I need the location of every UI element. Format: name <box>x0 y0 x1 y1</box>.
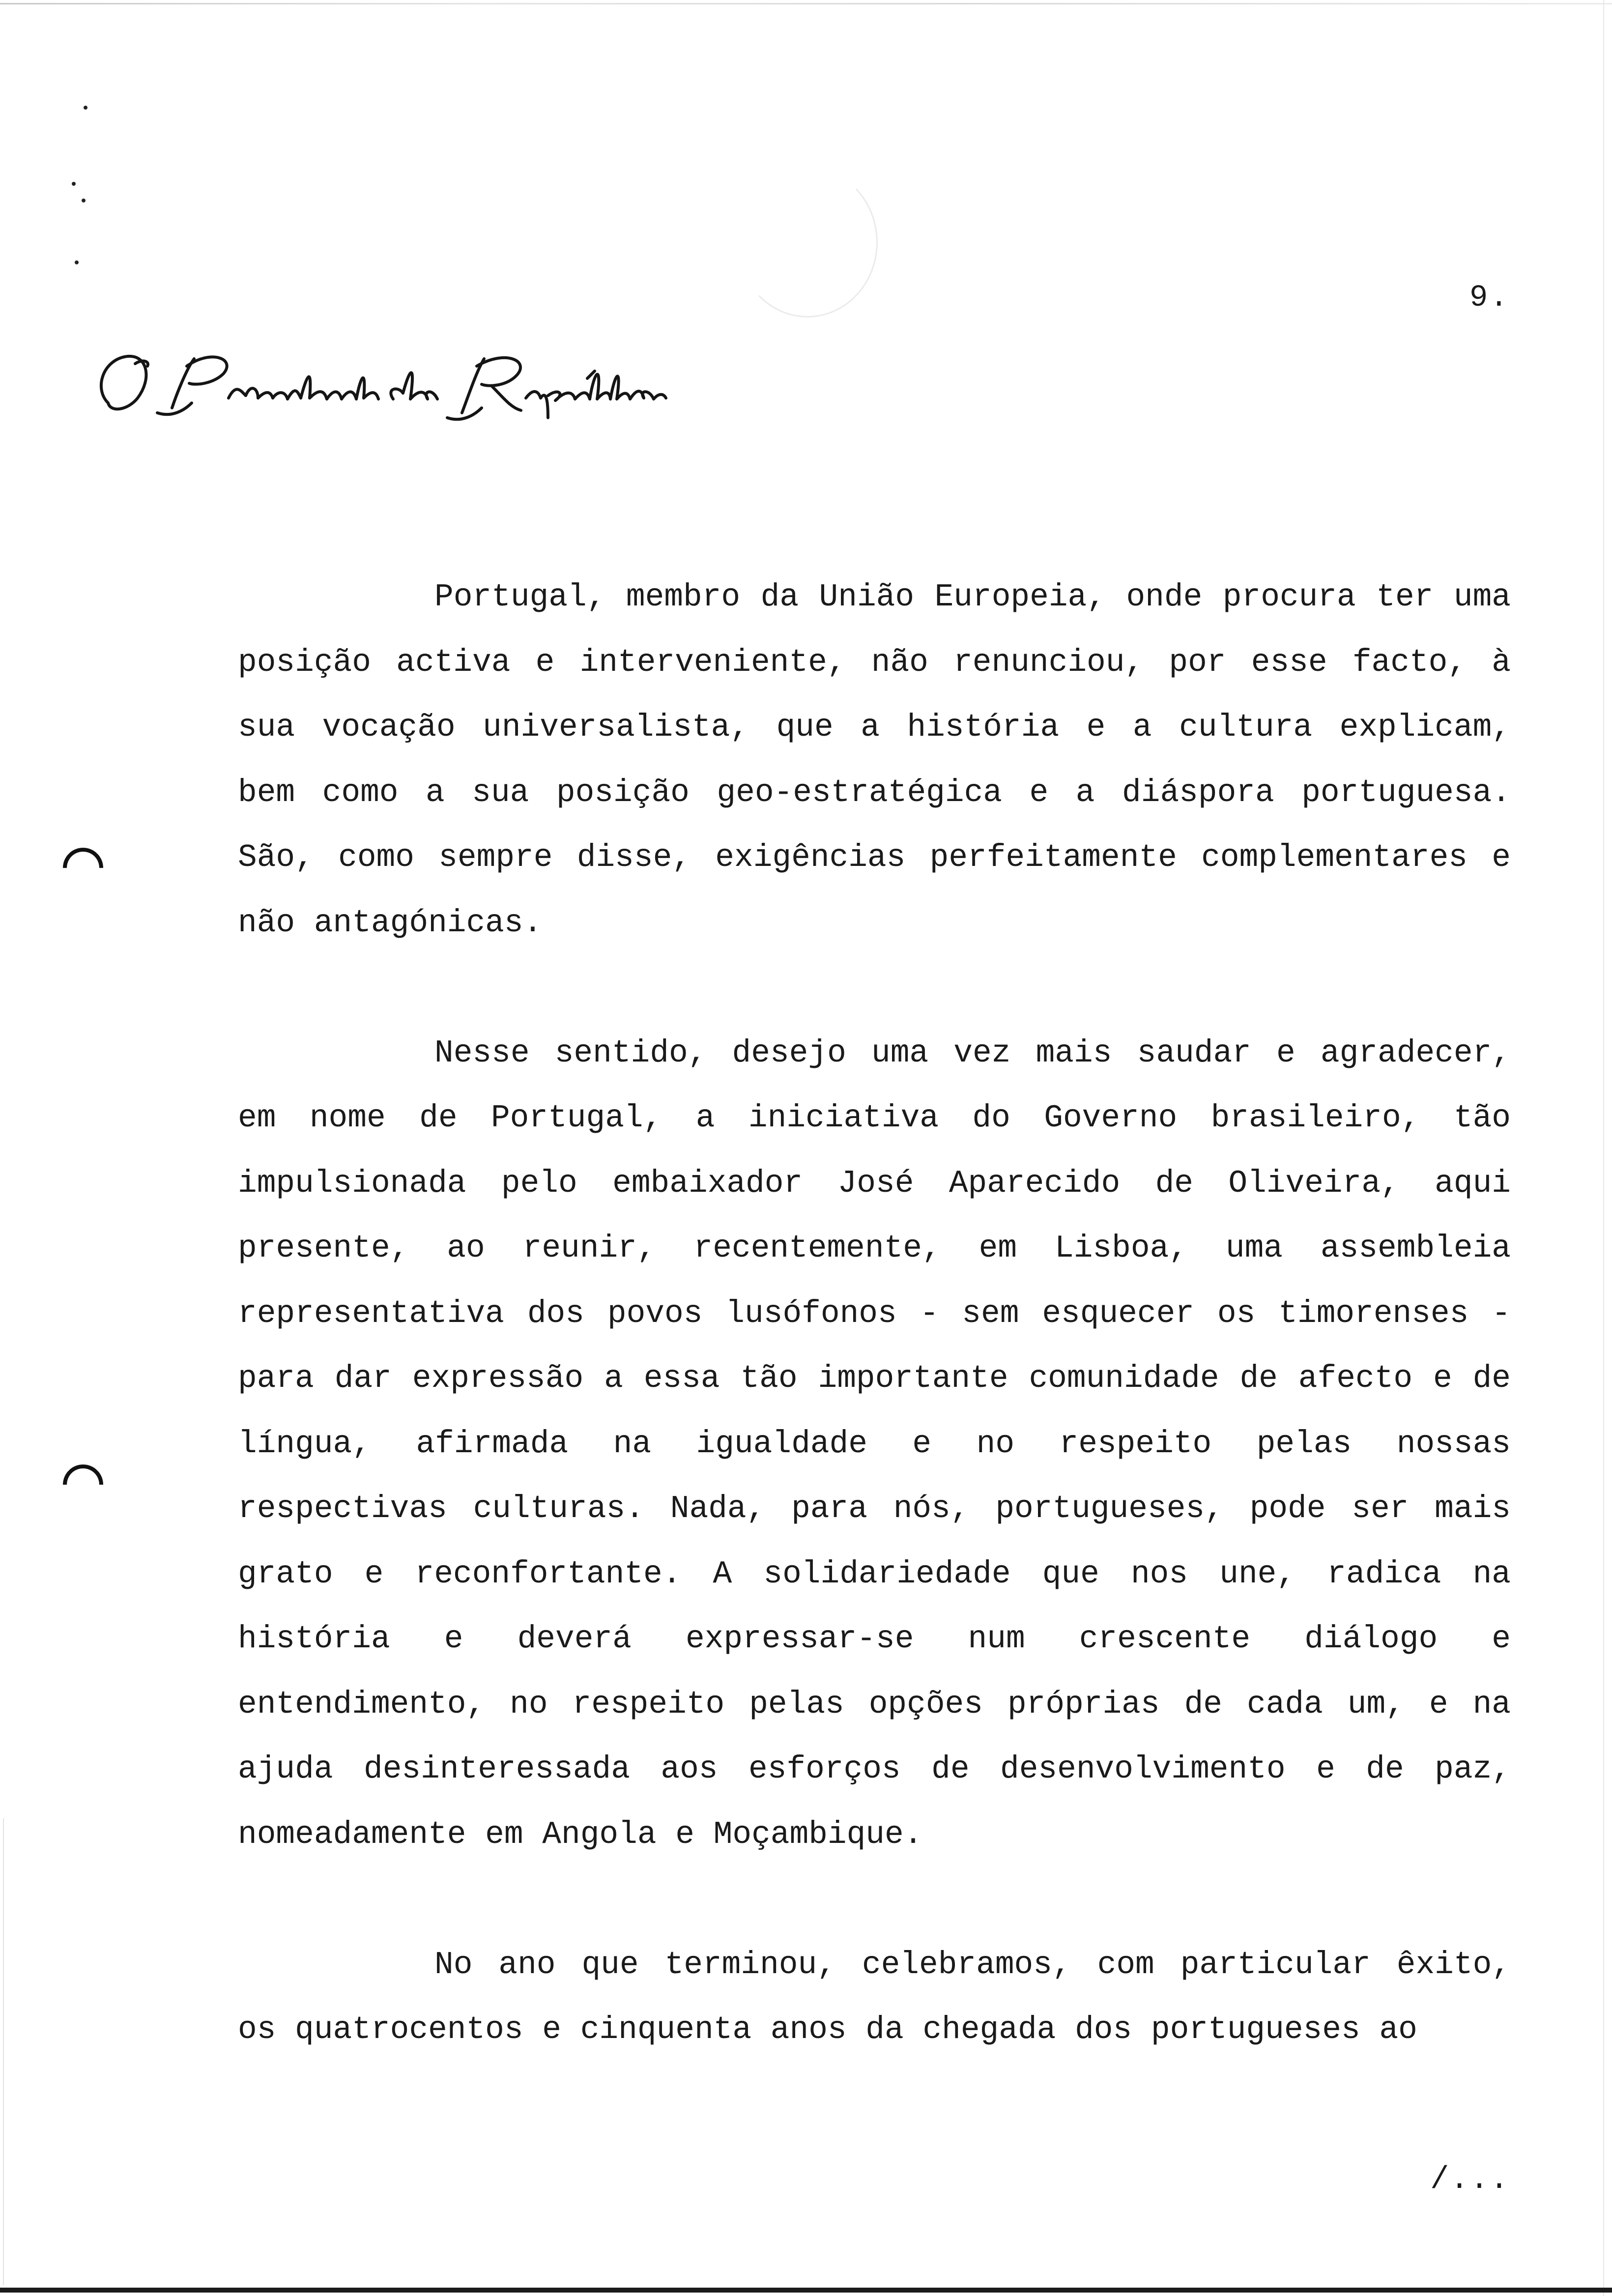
punch-hole-mark <box>55 839 112 896</box>
margin-dot <box>75 260 79 264</box>
continuation-marker: /... <box>1430 2162 1510 2198</box>
page-top-edge <box>0 3 1612 4</box>
paragraph <box>238 565 1511 956</box>
margin-dot <box>82 199 86 202</box>
punch-hole-mark <box>55 1456 112 1513</box>
page-left-edge <box>3 1818 4 2285</box>
page-bottom-edge <box>0 2288 1612 2293</box>
letterhead-script-logo <box>88 344 678 432</box>
letterhead <box>88 344 678 432</box>
page-right-edge <box>1603 0 1604 2296</box>
paragraph <box>238 1933 1511 2063</box>
letter-body <box>238 565 1511 2128</box>
page-number: 9. <box>1469 280 1510 315</box>
margin-dot <box>84 106 87 110</box>
paper-smudge <box>737 167 878 317</box>
paragraph-text: Portugal, membro da União Europeia, onde procura ter uma posição activa e interveniente, não renunciou, por esse facto, à sua vocação universalista, que a história e a cultura explicam, bem como a sua posição geo-estratégica e a diáspora portuguesa. São, como sempre disse, exigências perfeitamente complementares e não antagónicas. <box>238 579 1511 941</box>
paragraph-text: No ano que terminou, celebramos, com particular êxito, os quatrocentos e cinquenta anos da chegada dos portugueses ao <box>238 1947 1511 2048</box>
margin-dot <box>72 182 76 186</box>
paragraph-text: Nesse sentido, desejo uma vez mais saudar e agradecer, em nome de Portugal, a iniciativa do Governo brasileiro, tão impulsionada pelo embaixador José Aparecido de Oliveira, aqui presente, ao reunir, recentemente, em Lisboa, uma assembleia representativa dos povos lusófonos - sem esquecer os timorenses - para dar expressão a essa tão importante comunidade de afecto e de língua, afirmada na igualdade e no respeito pelas nossas respectivas culturas. Nada, para nós, portugueses, pode ser mais grato e reconfortante. A solidariedade que nos une, radica na história e deverá expressar-se num crescente diálogo e entendimento, no respeito pelas opções próprias de cada um, e na ajuda desinteressada aos esforços de desenvolvimento e de paz, nomeadamente em Angola e Moçambique. <box>238 1035 1511 1853</box>
paragraph <box>238 1021 1511 1868</box>
